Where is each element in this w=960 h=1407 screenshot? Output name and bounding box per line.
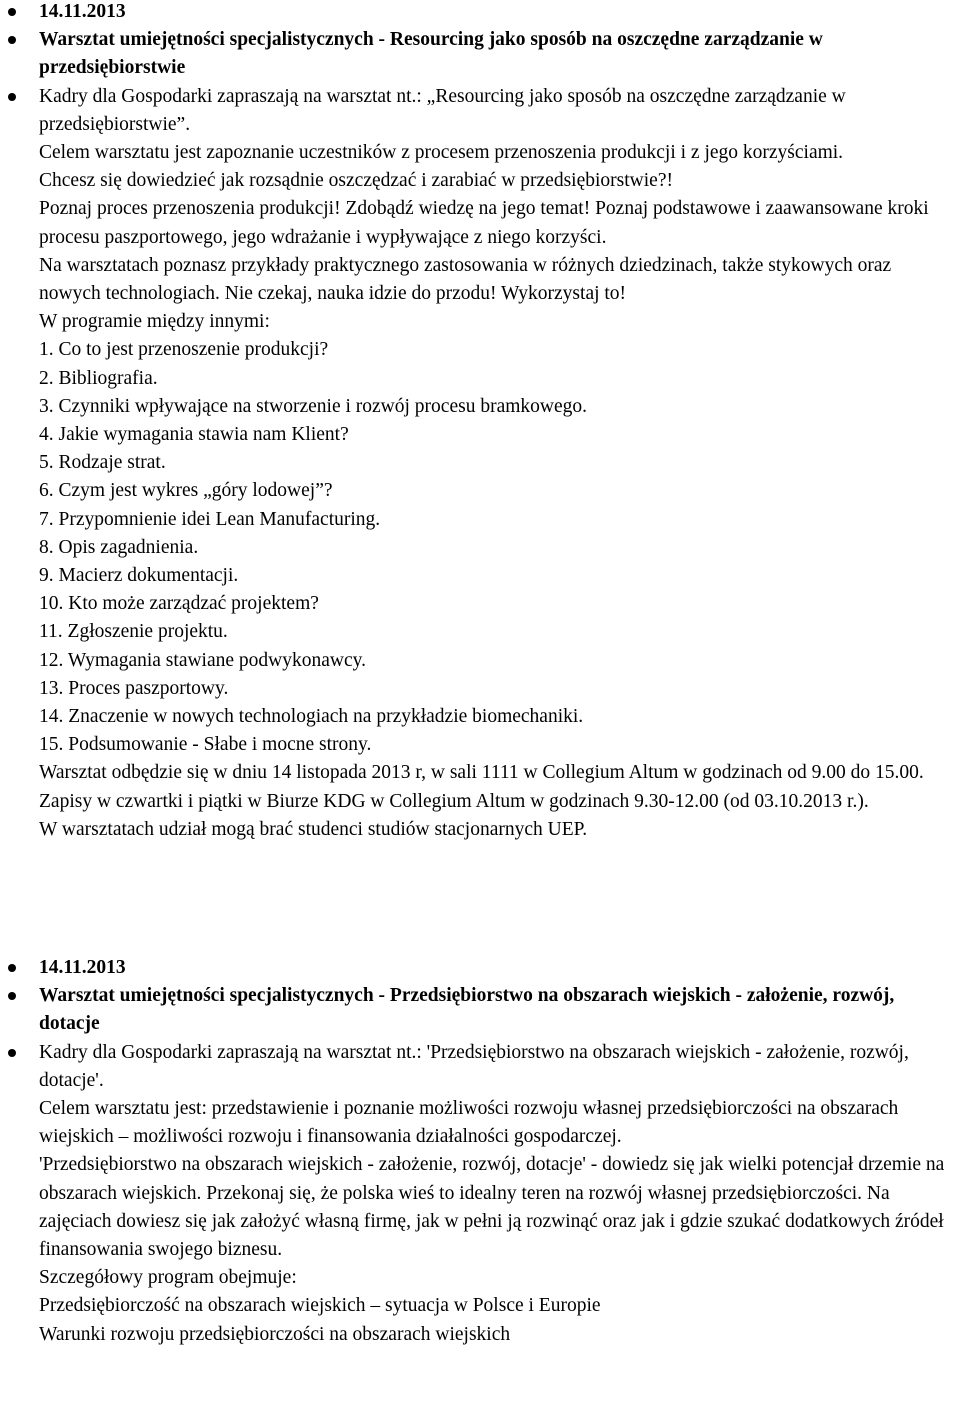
program-item: 15. Podsumowanie - Słabe i mocne strony. [39, 734, 372, 756]
description-line: Celem warsztatu jest: przedstawienie i poznanie możliwości rozwoju własnej przedsiębiorczości na obszarach wiejskich – możliwości rozwoju i finansowania działalności gospodarczej. [39, 1098, 899, 1148]
program-item: 8. Opis zagadnienia. [39, 536, 199, 558]
event-registration: Zapisy w czwartki i piątki w Biurze KDG w Collegium Altum w godzinach 9.30-12.00 (od 03.10.2013 r.). [39, 790, 869, 812]
event-section-2 [0, 954, 960, 1349]
event-date: 14.11.2013 [0, 954, 960, 982]
program-item: 4. Jakie wymagania stawia nam Klient? [39, 424, 349, 446]
program-item: 2. Bibliografia. [39, 367, 158, 389]
description-line: 'Przedsiębiorstwo na obszarach wiejskich - założenie, rozwój, dotacje' - dowiedz się jak wielki potencjał drzemie na obszarach wiejskich. Przekonaj się, że polska wieś to idealny teren na rozwój własnej przedsiębiorczości. Na zajęciach dowiesz się jak założyć własną firmę, jak w pełni ją rozwinąć oraz jak i gdzie szukać dodatkowych źródeł finansowania swojego biznesu. [39, 1154, 945, 1261]
description-line: Celem warsztatu jest zapoznanie uczestników z procesem przenoszenia produkcji i z jego korzyściami. [39, 142, 844, 164]
event-description [0, 83, 960, 844]
program-item: 10. Kto może zarządzać projektem? [39, 593, 319, 615]
program-item: 12. Wymagania stawiane podwykonawcy. [39, 649, 366, 671]
program-item: Warunki rozwoju przedsiębiorczości na obszarach wiejskich [39, 1323, 511, 1345]
description-line: Na warsztatach poznasz przykłady praktycznego zastosowania w różnych dziedzinach, także stykowych oraz nowych technologiach. Nie czekaj, nauka idzie do przodu! Wykorzystaj to! [39, 254, 892, 305]
program-item: 3. Czynniki wpływające na stworzenie i rozwój procesu bramkowego. [39, 395, 587, 417]
program-item: 6. Czym jest wykres „góry lodowej”? [39, 480, 333, 502]
program-item: 11. Zgłoszenie projektu. [39, 621, 228, 643]
program-heading: Szczegółowy program obejmuje: [39, 1267, 297, 1289]
event-date: 14.11.2013 [0, 0, 960, 26]
program-item: 9. Macierz dokumentacji. [39, 565, 239, 587]
program-item: 7. Przypomnienie idei Lean Manufacturing. [39, 508, 381, 530]
description-line: Kadry dla Gospodarki zapraszają na warsztat nt.: „Resourcing jako sposób na oszczędne zarządzanie w przedsiębiorstwie”. [39, 85, 846, 135]
event-eligibility: W warsztatach udział mogą brać studenci studiów stacjonarnych UEP. [39, 818, 588, 840]
program-item: Przedsiębiorczość na obszarach wiejskich – sytuacja w Polsce i Europie [39, 1295, 601, 1317]
description-line: Poznaj proces przenoszenia produkcji! Zdobądź wiedzę na jego temat! Poznaj podstawowe i zaawansowane kroki procesu paszportowego, jego wdrażanie i wypływające z niego korzyści. [39, 198, 929, 248]
program-item: 13. Proces paszportowy. [39, 677, 229, 699]
event-title: Warsztat umiejętności specjalistycznych - Przedsiębiorstwo na obszarach wiejskich - założenie, rozwój, dotacje [0, 982, 960, 1038]
program-item: 14. Znaczenie w nowych technologiach na przykładzie biomechaniki. [39, 706, 584, 728]
description-line: Kadry dla Gospodarki zapraszają na warsztat nt.: 'Przedsiębiorstwo na obszarach wiejskich - założenie, rozwój, dotacje'. [39, 1041, 909, 1091]
event-list [0, 954, 960, 1349]
program-item: 1. Co to jest przenoszenie produkcji? [39, 339, 329, 361]
program-item: 5. Rodzaje strat. [39, 452, 166, 474]
program-heading: W programie między innymi: [39, 311, 270, 333]
event-description [0, 1039, 960, 1349]
description-line: Chcesz się dowiedzieć jak rozsądnie oszczędzać i zarabiać w przedsiębiorstwie?! [39, 170, 673, 192]
event-schedule: Warsztat odbędzie się w dniu 14 listopada 2013 r, w sali 1111 w Collegium Altum w godzinach od 9.00 do 15.00. [39, 762, 924, 784]
event-title: Warsztat umiejętności specjalistycznych - Resourcing jako sposób na oszczędne zarządzanie w przedsiębiorstwie [0, 26, 960, 82]
